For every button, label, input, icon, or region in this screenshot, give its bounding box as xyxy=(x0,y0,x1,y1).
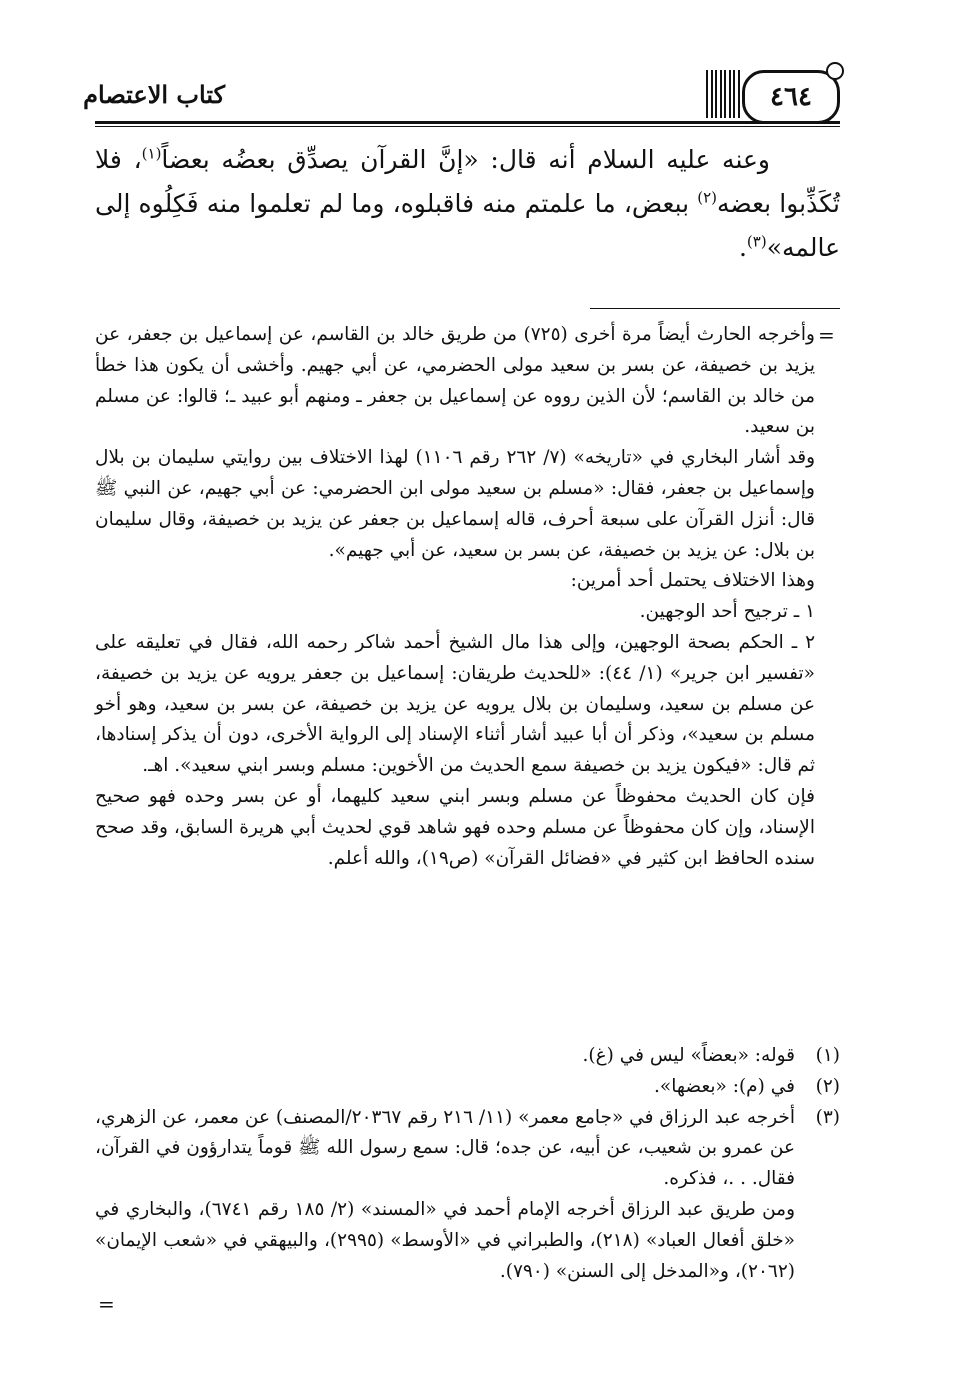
footnote-list xyxy=(95,1041,840,1287)
main-text xyxy=(95,138,840,270)
continuation-mark-end: = xyxy=(98,1292,115,1316)
footnote-item xyxy=(95,1072,840,1103)
footnote-paragraph: وقد أشار البخاري في «تاريخه» (٧/ ٢٦٢ رقم ١١٠٦) لهذا الاختلاف بين روايتي سليمان بن بلال وإسماعيل بن جعفر، فقال: «مسلم بن سعيد مولى ابن الحضرمي: عن أبي جهيم، عن النبي ﷺ قال: أنزل القرآن على سبعة أحرف، قاله إسماعيل بن جعفر عن يزيد بن خصيفة، وقال سليمان بن بلال: عن يزيد بن خصيفة، عن بسر بن سعيد، عن أبي جهيم». xyxy=(95,447,815,561)
continuation-mark-start: = xyxy=(818,323,835,347)
footnote-ref-1[interactable]: (١) xyxy=(141,144,162,163)
main-text-end: . xyxy=(738,233,747,262)
page-number: ٤٦٤ xyxy=(742,70,840,124)
header-ornament-icon xyxy=(826,62,844,80)
footnote-text: ومن طريق عبد الرزاق أخرجه الإمام أحمد في «المسند» (٢/ ١٨٥ رقم ٦٧٤١)، والبخاري في «خلق أفعال العباد» (٢١٨)، والطبراني في «الأوسط» (٢٩٩٥)، والبيهقي في «شعب الإيمان» (٢٠٦٢)، و«المدخل إلى السنن» (٧٩٠). xyxy=(95,1198,796,1282)
footnote-separator xyxy=(590,308,840,309)
footnote-text: أخرجه عبد الرزاق في «جامع معمر» (١١/ ٢١٦ رقم ٢٠٣٦٧/المصنف) عن معمر، عن الزهري، عن عمرو بن شعيب، عن أبيه، عن جده؛ قال: سمع رسول الله ﷺ قوماً يتدارؤون في القرآن، فقال. . .، فذكره. xyxy=(95,1106,795,1190)
footnote-item xyxy=(95,1041,840,1072)
footnote-paragraph: وأخرجه الحارث أيضاً مرة أخرى (٧٢٥) من طريق خالد بن القاسم، عن إسماعيل بن جعفر، عن يزيد بن خصيفة، عن بسر بن سعيد مولى الحضرمي، عن أبي جهيم. وأخشى أن يكون هذا خطأ من خالد بن القاسم؛ لأن الذين رووه عن إسماعيل بن جعفر ـ ومنهم أبو عبيد ـ؛ قالوا: عن مسلم بن سعيد. xyxy=(95,324,815,438)
footnote-number: (٢) xyxy=(815,1075,840,1097)
footnote-number: (٣) xyxy=(815,1106,840,1128)
header-ornament-stripes xyxy=(706,70,740,118)
header-rule-thin xyxy=(95,126,840,127)
main-text-segment: ببعض، ما علمتم منه فاقبلوه، وما لم تعلموا منه فَكِلُوه إلى عالمه» xyxy=(95,189,840,262)
main-text-segment: وعنه عليه السلام أنه قال: «إنَّ القرآن يصدِّق بعضُه بعضاً xyxy=(161,145,770,174)
main-text-segment: ، فلا تُكَذِّبوا بعضه xyxy=(95,145,840,218)
footnote-ref-3[interactable]: (٣) xyxy=(746,232,767,251)
book-title: كتاب الاعتصام xyxy=(83,80,225,109)
footnote-body xyxy=(95,1072,795,1103)
footnote-text: قوله: «بعضاً» ليس في (غ). xyxy=(582,1045,795,1066)
main-paragraph xyxy=(95,138,840,270)
footnote-continuation xyxy=(95,320,815,874)
footnote-body xyxy=(95,1041,795,1072)
footnote-paragraph: ١ ـ ترجيح أحد الوجهين. xyxy=(639,601,815,623)
footnote-number: (١) xyxy=(815,1045,840,1066)
footnote-ref-2[interactable]: (٢) xyxy=(697,188,718,207)
footnote-body xyxy=(95,1103,795,1288)
footnote-paragraph: فإن كان الحديث محفوظاً عن مسلم وبسر ابني سعيد كليهما، أو عن بسر وحده فهو صحيح الإسناد، وإن كان محفوظاً عن مسلم وحده فهو شاهد قوي لحديث أبي هريرة السابق، وقد صحح سنده الحافظ ابن كثير في «فضائل القرآن» (ص١٩)، والله أعلم. xyxy=(95,785,815,869)
header-rule xyxy=(95,121,840,124)
footnote-text: في (م): «بعضها». xyxy=(654,1075,795,1097)
footnote-item xyxy=(95,1103,840,1288)
footnote-paragraph: وهذا الاختلاف يحتمل أحد أمرين: xyxy=(570,570,815,592)
footnote-paragraph: ٢ ـ الحكم بصحة الوجهين، وإلى هذا مال الشيخ أحمد شاكر رحمه الله، فقال في تعليقه على «تفسير ابن جرير» (١/ ٤٤): «للحديث طريقان: إسماعيل بن جعفر يرويه عن يزيد بن خصيفة، عن مسلم بن سعيد، وسليمان بن بلال يرويه عن يزيد بن خصيفة، عن بسر بن سعيد، وهو أخو مسلم بن سعيد»، وذكر أن أبا عبيد أشار أثناء الإسناد إلى الرواية الأخرى، دون أن يذكر إسنادها، ثم قال: «فيكون يزيد بن خصيفة سمع الحديث من الأخوين: مسلم وبسر ابني سعيد». اهـ. xyxy=(95,631,816,777)
